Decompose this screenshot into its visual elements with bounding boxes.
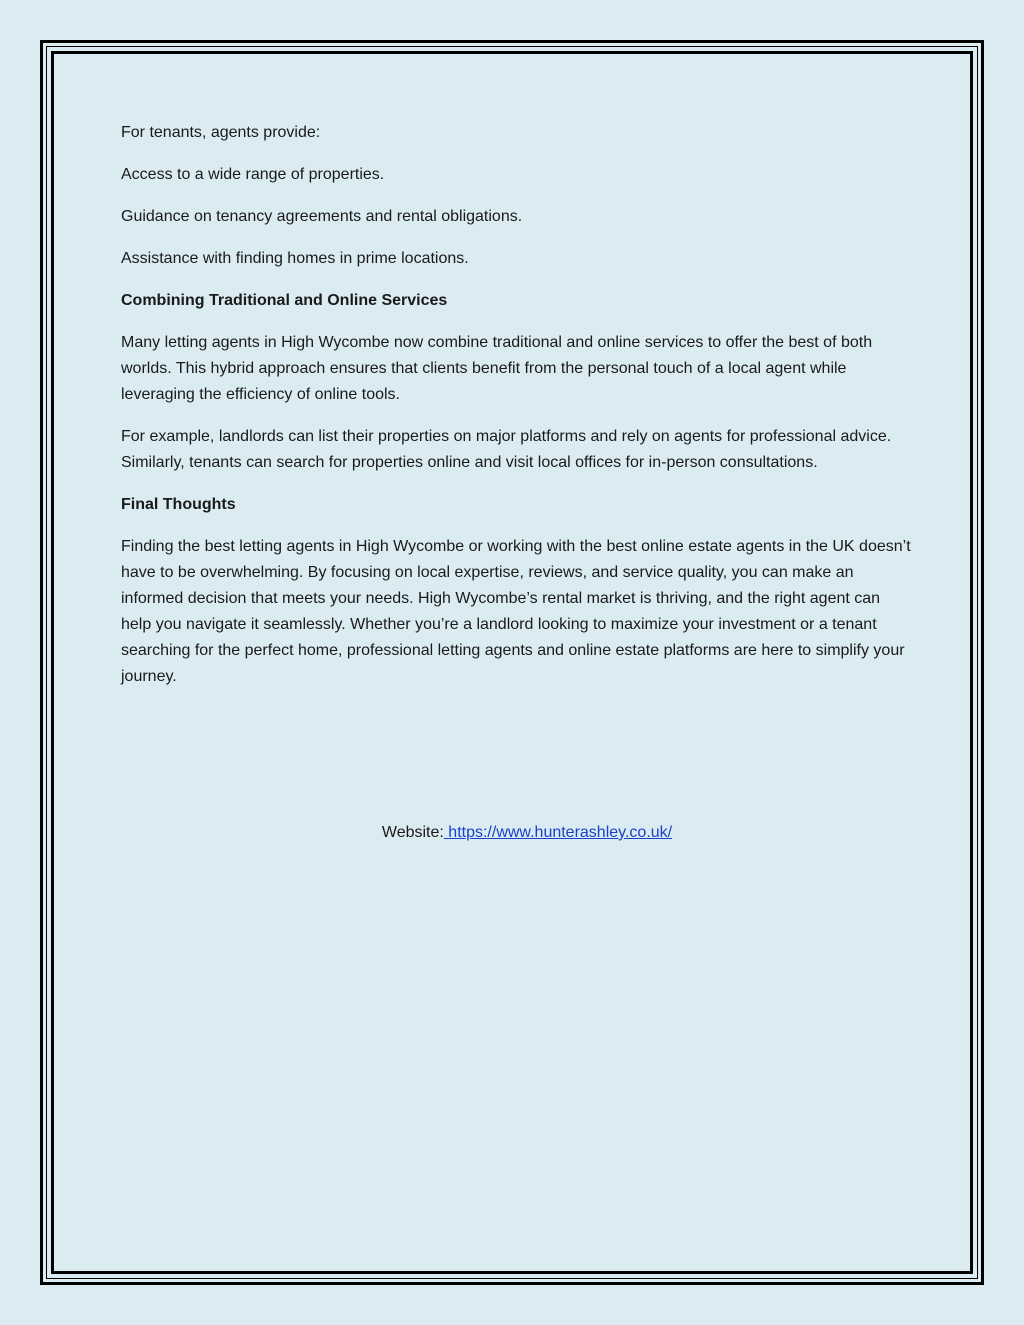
list-item: Guidance on tenancy agreements and rental obligations. (121, 208, 523, 225)
section-heading-final-thoughts: Final Thoughts (121, 496, 236, 513)
document-body (121, 120, 911, 706)
website-label: Website: (381, 824, 444, 841)
list-item: Assistance with finding homes in prime locations. (121, 250, 469, 267)
intro-paragraph: For tenants, agents provide: (121, 124, 321, 141)
website-line (121, 820, 933, 846)
section-heading-combining-services: Combining Traditional and Online Services (121, 292, 448, 309)
body-paragraph: For example, landlords can list their properties on major platforms and rely on agents for professional advice. Similarly, tenants can search for properties online and visit local offices for in-person consultations. (121, 428, 892, 471)
list-item: Access to a wide range of properties. (121, 166, 385, 183)
body-paragraph: Many letting agents in High Wycombe now combine traditional and online services to offer the best of both worlds. This hybrid approach ensures that clients benefit from the personal touch of a local agent while leveraging the efficiency of online tools. (121, 334, 873, 403)
website-link[interactable]: https://www.hunterashley.co.uk/ (443, 824, 673, 841)
body-paragraph: Finding the best letting agents in High Wycombe or working with the best online estate agents in the UK doesn’t have to be overwhelming. By focusing on local expertise, reviews, and service quality, you can make an informed decision that meets your needs. High Wycombe’s rental market is thriving, and the right agent can help you navigate it seamlessly. Whether you’re a landlord looking to maximize your investment or a tenant searching for the perfect home, professional letting agents and online estate platforms are here to simplify your journey. (121, 538, 911, 685)
